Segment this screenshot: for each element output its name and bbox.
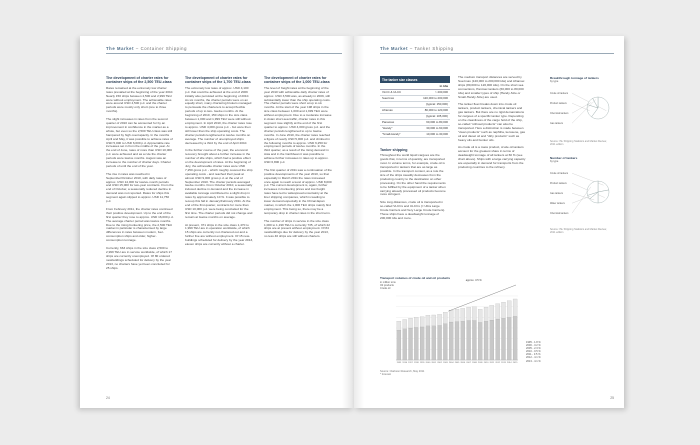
- bar-oil-products: [397, 321, 401, 330]
- chart-unit-line: in million tons: [380, 281, 396, 284]
- bar-oil-products: [408, 318, 412, 328]
- bar-oil-products: [426, 315, 430, 326]
- tanker-column-1: [380, 148, 448, 221]
- x-tick-label: 2010: [483, 362, 489, 365]
- bar-crude-oil: [467, 321, 471, 360]
- pie-unit: by type: [550, 80, 559, 83]
- x-tick-label: 1997: [408, 362, 413, 365]
- pie-label: Crude oil tankers: [550, 172, 569, 175]
- left-page-number: 24: [106, 396, 110, 400]
- x-tick-label: 1999: [419, 362, 425, 365]
- trend-arrow: [448, 285, 516, 311]
- table-unit: in tdw: [380, 83, 450, 90]
- left-column-1: [106, 76, 174, 270]
- chart-title: Transport volumes of crude oil and oil products: [380, 276, 451, 280]
- right-header-section: The Market: [380, 46, 409, 51]
- column-body-text: The level of freight rates at the beginning of the year 2010 with achievable daily charter rates of approx. USD 3,500 was, as already in 2009, still substantially lower than the ship operating costs. The charter periods were short at up to six months. At the start of the year 198 ships in the size class between 1,000 and 1,999 TEU were without employment. Due to a moderate increase in Asian short-sea traffic, charter rates in this segment rose slightly at the end of the first quarter to approx. USD 4,000 gross p.d. and the charter periods lengthened to up to twelve months. In June 2010, the charter rates reached a figure of nearly USD 5,000 p.d. and climbed in the following months to approx. USD 6,250 for employment periods of twelve months. In the third quarter, as a result of the rising demand in Asia and in the Caribbean it was possible to achieve further increases in rates up to approx. USD 6,800 p.d. The first quarter of 2011 saw a continuation of the positive developments of the year 2010, so that especially in March 2011 the rates increased once again to reach a level of approx. USD 8,000 p.d. The current development is, again, further increases in bunkering prices and low freight rates have led to widespread uncertainty at the liner shipping companies, which is leading to lower demand especially in the China/Japan market, in which the 1,000 TEU ships mainly find employment. This being so, there may be a temporary drop in charter rates in the short term. The number of ships in service in the size class 1,000 to 1,199 TEU is currently 735, of which 22 ships are at present without employment. Of 84 newbuildings due for delivery by the year 2013, no less 40 ships are still without charters.: [264, 85, 332, 239]
- x-tick-label: 2005: [454, 362, 460, 365]
- x-tick-label: 2011: [489, 362, 495, 365]
- pie-source-line: 2011 edition: [550, 231, 564, 234]
- bar-crude-oil: [449, 322, 453, 360]
- table-cell-class: "Handy": [382, 125, 393, 130]
- table-rows: [380, 90, 450, 138]
- right-page-number: 25: [610, 396, 614, 400]
- pie-title: Breakthrough tonnage of tankers: [550, 76, 599, 80]
- chart-side-note: 2005 - 2.3 %: [526, 347, 541, 351]
- table-cell-range: (typical: 105,000): [425, 113, 448, 118]
- x-tick-label: 2002: [437, 362, 442, 365]
- table-cell-range: > 200,000: [435, 89, 448, 94]
- bar-oil-products: [443, 312, 447, 324]
- x-tick-label: 2009: [477, 362, 483, 365]
- pie-label: Gas tankers: [550, 192, 563, 195]
- x-tick-label: 2003: [443, 362, 448, 365]
- bar-oil-products: [501, 302, 505, 318]
- pie-svg: [550, 164, 614, 230]
- pie-label: Product tankers: [550, 102, 567, 105]
- bar-crude-oil: [478, 322, 482, 360]
- x-tick-label: 2013: [501, 362, 506, 365]
- spine-shadow: [342, 36, 354, 408]
- bar-crude-oil: [408, 328, 412, 360]
- bar-oil-products: [490, 305, 494, 320]
- trend-label: approx. 3.5 %: [465, 278, 482, 282]
- x-tick-label: 2014: [506, 362, 512, 365]
- pie-label: Product tankers: [550, 182, 567, 185]
- chart-side-note: 2012 - 4.1 %: [526, 356, 541, 360]
- bar-crude-oil: [414, 327, 418, 360]
- right-running-header: The Market – Tanker Shipping: [380, 46, 454, 51]
- left-header-section: The Market: [106, 46, 135, 51]
- bar-oil-products: [455, 309, 459, 321]
- x-tick-label: 2006: [460, 362, 466, 365]
- x-tick-label: 2015: [512, 362, 518, 365]
- x-tick-label: 2008: [472, 362, 477, 365]
- table-cell-class: Panamax: [382, 119, 395, 124]
- pie-number: [550, 156, 614, 236]
- bar-oil-products: [467, 307, 471, 320]
- tanker-body-2: The medium transport distances are served by Suezmax (120,000 to 200,000 tdw) and Aframax ships (80,000 to 120,000 tdw). On the short sea connections, Panmax tankers (60,000 to 80,000 tdw) and smaller types of ship (Handy-Size or Small-Handy-Size) are used. The tanker fleet breaks down into crude oil tankers, product tankers, chemical tankers and gas tankers. But there are no rigid demarcations for cargoes of a specific tanker type. Depending on the cleanliness of the cargo hold of the ship, so-called "oil/road products" can also be transported. Here a distinction is made between "clean products" such as naphtha, kerosene, gas oil and diesel oil and "dirty products" such as heavy oils and bunker oils. As crude oil is a mass product, crude oil tankers account for the greatest share in terms of deadweight tonnage of all tankers at 60 % (see chart above). Ships with a large carrying capacity are especially in demand for transports from the producing countries to the refinery.: [458, 75, 526, 169]
- x-tick-label: 1996: [402, 362, 408, 365]
- bar-crude-oil: [513, 316, 517, 360]
- chart-side-note: 2000 - 3.2 %: [526, 344, 541, 348]
- right-page: [354, 36, 624, 408]
- bar-crude-oil: [490, 320, 494, 360]
- chart-side-notes: [526, 341, 541, 363]
- right-header-sub: Tanker Shipping: [414, 46, 454, 51]
- pie-unit: by type: [550, 160, 559, 163]
- left-header-rule: [106, 53, 342, 54]
- x-tick-label: 2007: [466, 362, 471, 365]
- pie-label: Crude oil tankers: [550, 92, 569, 95]
- bar-oil-products: [496, 304, 500, 319]
- table-cell-class: VLCC & ULCC: [382, 89, 402, 94]
- table-cell-range: 60,000 to 80,000: [426, 119, 448, 124]
- bar-oil-products: [507, 301, 511, 318]
- bar-oil-products: [432, 315, 436, 326]
- bar-oil-products: [403, 319, 407, 328]
- column-body: [264, 87, 332, 239]
- tanker-size-table: [380, 76, 450, 138]
- table-cell-range: (typical: 150,000): [425, 101, 448, 106]
- x-tick-label: 1995: [396, 362, 402, 365]
- bar-crude-oil: [507, 317, 511, 360]
- x-tick-label: 2001: [431, 362, 437, 365]
- chart-source-line: Source: Clarkson Research, May 2011: [380, 370, 425, 373]
- table-title: The tanker size classes: [380, 76, 450, 83]
- tanker-column-2: [458, 76, 526, 170]
- bar-oil-products: [484, 307, 488, 321]
- right-header-rule: [380, 53, 614, 54]
- column-heading: The development of charter rates for container ships of the 1,700 TEU-class: [185, 76, 251, 85]
- x-tick-label: 2004: [448, 362, 454, 365]
- pie-label: Water tankers: [550, 202, 565, 205]
- pie-label: Chemical tankers: [550, 112, 569, 115]
- pie-source: [550, 140, 607, 146]
- left-page: [80, 36, 354, 408]
- bar-oil-products: [461, 308, 465, 321]
- bar-oil-products: [513, 299, 517, 316]
- x-tick-label: 2000: [425, 362, 431, 365]
- pie-leader: [572, 173, 604, 185]
- bar-crude-oil: [420, 327, 424, 360]
- bar-oil-products: [420, 317, 424, 327]
- bar-oil-products: [438, 314, 442, 325]
- pie-slice: [598, 190, 609, 203]
- x-tick-label: 1998: [414, 362, 419, 365]
- chart-unit-line: Oil products: [380, 284, 394, 287]
- chart-side-note: 2011 - 3.5 %: [526, 353, 541, 357]
- table-cell-class: Aframax: [382, 107, 393, 112]
- chart-source: [380, 370, 424, 376]
- transport-volume-chart: [380, 276, 520, 368]
- pie-tonnage: [550, 76, 614, 148]
- pie-svg: [550, 84, 614, 144]
- table-cell-class: "Small-Handy": [382, 131, 401, 136]
- pie-label: Chemical tankers: [550, 212, 569, 215]
- chart-side-note: 1995 - 1.8 %: [526, 341, 541, 344]
- column-heading: The development of charter rates for container ships of the 1,000 TEU-class: [264, 76, 330, 85]
- bar-crude-oil: [472, 321, 476, 360]
- left-column-3: [264, 76, 332, 239]
- bar-oil-products: [478, 309, 482, 322]
- tanker-body-1: Throughout the world liquid cargoes are the goods that, in terms of quantity, are transported most. In volume terms, for example, crude oil is transported in tankers that are as large as possible. In the transport context, as a rule the size of the ships steadily decreases from the producing country to the destination on other processing. On the other hand the requirements to be fulfilled by the equipment of a tanker when carrying already processed oil products become more stringent. Size long distances, crude oil is transported in so-called VLCCs and ULCCs (= Ultra Large Crude Carriers and Very Large Crude Carriers). These ships have a deadweight tonnage of 200,000 tdw and more.: [380, 153, 446, 220]
- bar-crude-oil: [455, 322, 459, 360]
- spine-shadow: [354, 36, 364, 408]
- pie-source-line: 2011 edition: [550, 143, 564, 146]
- chart-side-note: 2010 - 0.5 %: [526, 350, 541, 354]
- table-cell-class: Suezmax: [382, 95, 395, 100]
- x-tick-label: 2012: [495, 362, 500, 365]
- column-body-text: The extremely low rates of approx. USD 4,100 p.d. that could be achieved at the end of 2009 initially also persisted at the beginning of 2010. As six months, the charter periods were on an equally short, many chartering brokers managed to persuade the charterers to accept flexible periods of up to two- twelve months. At the beginning of 2010, 150 ships in the size class between 1,000 and 1,999 TEU were still without employment. In April 2010, the charter rates rose to approx. USD 4,000 gross p.d. - but were then still lower than the ship operating costs. The charter periods lengthened to twelve months on average. The number of unemployed ships decreased by a third by the end of April 2010. In the further course of the year, the economic recovery brought about a further increase in the number of idle ships, which had a positive effect on the development of rates. At the beginning of July, the achievable charter rates were USD 7,250 gross p.d. - which roughly covered the ship operating costs - and reached their peak at almost USD 9,000 gross p.d. at the end of September 2010. The charter periods averaged twelve months. From October 2010, a seasonally induced decline in demand and the increase in available tonnage contributed to a slight drop in rates by approximately 10 %. It was possible to recoup this fall in January/February 2011. At the end of the first quarter, contracts for more than USD 10,000 p.d. were being concluded for the first time. The charter periods did not change and remain at twelve months on average. At present, 371 ships in the size class 1,470 to 1,999 TEU are in operation worldwide, of which 15 ships are currently not chartered out and a further five are without employment. Of 15 new-buildings scheduled for delivery by the year 2013, eleven ships are currently without a charter.: [185, 85, 253, 247]
- bar-crude-oil: [496, 319, 500, 360]
- pie-title: Number of tankers: [550, 156, 578, 160]
- table-row: [380, 132, 450, 138]
- column-heading: The development of charter rates for container ships of the 2,500 TEU-class: [106, 76, 172, 85]
- pie-leader: [572, 187, 591, 213]
- bar-oil-products: [472, 307, 476, 321]
- bar-crude-oil: [403, 329, 407, 360]
- bar-crude-oil: [461, 321, 465, 360]
- bar-crude-oil: [443, 324, 447, 360]
- pie-source-line: Source: ISL Shipping Statistics and Market Review,: [550, 140, 607, 143]
- column-body: [185, 87, 253, 247]
- pie-source: [550, 228, 607, 234]
- table-cell-range: 80,000 to 120,000: [424, 107, 448, 112]
- bar-crude-oil: [484, 321, 488, 360]
- chart-side-note: 2013 - 4.1 %: [526, 359, 541, 363]
- bar-crude-oil: [438, 325, 442, 360]
- table-cell-range: 30,000 to 60,000: [426, 125, 448, 130]
- left-header-sub: Container Shipping: [140, 46, 187, 51]
- pie-label: Gas tankers: [550, 122, 563, 125]
- chart-unit-line: Crude oil: [380, 287, 391, 290]
- left-column-2: [185, 76, 253, 247]
- left-running-header: The Market – Container Shipping: [106, 46, 187, 51]
- bar-oil-products: [414, 317, 418, 327]
- pie-leader: [572, 196, 590, 203]
- chart-source-line: * forecast: [380, 373, 391, 377]
- bar-crude-oil: [397, 330, 401, 360]
- bar-crude-oil: [501, 318, 505, 360]
- table-cell-range: 10,000 to 30,000: [426, 131, 448, 136]
- table-cell-range: 120,000 to 200,000: [423, 95, 448, 100]
- bar-chart-svg: [380, 276, 520, 368]
- tanker-heading: Tanker shipping: [380, 148, 408, 152]
- bar-oil-products: [449, 310, 453, 322]
- bar-crude-oil: [432, 326, 436, 360]
- column-body-text: Rates remained at the extremely low charter rates prevailed at the beginning of the year 2010. Nearly 150 ships between 2,500 and 2,999 TEU were without employment. The achievable rates were around USD 4,500 p.d. and the charter periods were mostly only short (one to three months). The slight increases in rates from the second quarter of 2010 can be accounted for by an improvement in confidence in the market as a whole, but even so the 2,500 TEU class was still hampered by high overcapacity. In the months April and May, it was possible to achieve rates of USD 5,000 to USD 6,000 p.d. Appreciable rate increases set in from the middle of the year. At the end of June, rates of more than USD 10,000 p.d. were achieved and as a rule the charter periods were twelve months. August saw an increase to the number of charter days. Charter periods of until the end of the year. The rise in rates was reached in September/October 2010, with daily rates of approx. USD 14,000 for twelve-month periods and USD 15,000 for two-year contracts. From the end of October, a seasonally reduced decline in demand was not reported. Rates for ships this segment again slipped to approx. USD 11,750 p.d. From February 2011, the charter rates continued their positive development. Up to the end of the first quarter they rose to approx. USD 16,000 p.d. The average charter period was twelve months. Due to the rising bunkering price, the 2,500 TEU market in particular is characterised by large differences in rates between modern, fuel-consumption ships and older, higher-consumption tonnage. Currently, 663 ships in the size class 2,500 to 2,999 TEU are in service worldwide, of which 17 ships are currently unemployed. Of 80 ordered newbuildings scheduled for delivery by the year 2013, no charters have yet been concluded for 25 ships.: [106, 85, 174, 270]
- bar-crude-oil: [426, 326, 430, 360]
- column-body: [106, 87, 174, 271]
- pie-source-line: Source: ISL Shipping Statistics and Market Review,: [550, 228, 607, 231]
